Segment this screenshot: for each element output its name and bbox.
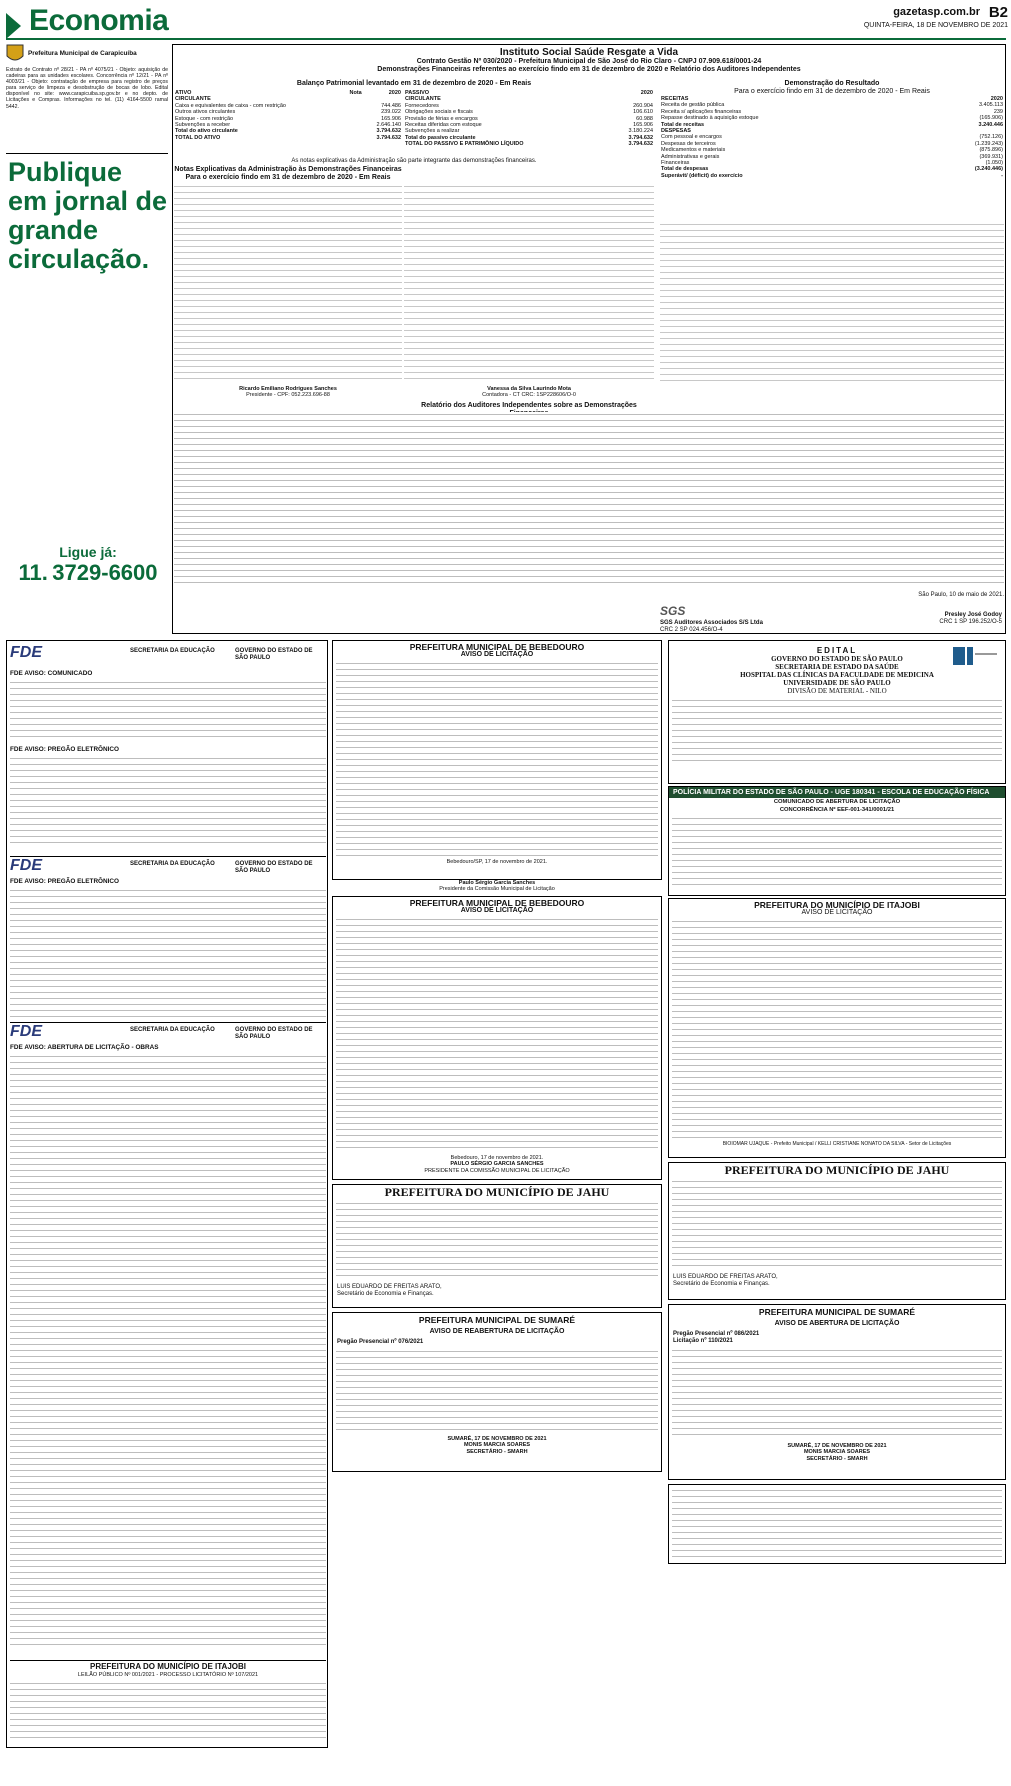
bebedouro-title: PREFEITURA MUNICIPAL DE BEBEDOURO [409,642,585,652]
passivo-value: 60.988 [636,115,653,122]
sumare2-text [672,1348,1002,1440]
ativo-row: Estoque - com restrição [175,115,234,122]
hc-univ: UNIVERSIDADE DE SÃO PAULO [783,679,891,687]
carapicuiba-text: Extrato de Contrato nº 28/21 - PA nº 4075/21 - Objeto: aquisição de cadeiras para as unidades escolares. Concorrência nº 12/21 - PA nº 4003/21 - Objeto: contratação de empresa para registro de preços para serviço de limpeza e desobstrução de bocas de lobo. Edital disponível no site: www.carapicuiba.sp.gov.br e no depto. de Licitações e Compras. Informações no tel. (11) 4164-5500 ramal 5442. [6,67,168,110]
notas-body-text [660,222,1004,382]
jahu-text [336,1201,658,1281]
godoy-crc: CRC 1 SP 196.252/O-5 [939,619,1002,625]
bebedouro-date: Bebedouro/SP, 17 de novembro de 2021. [446,859,548,865]
dr-row: Financeiras [661,160,690,167]
itajobi-notice-2 [668,898,1006,1158]
jahu-signer: LUIS EDUARDO DE FREITAS ARATO, [337,1284,442,1290]
phone-ad [8,544,168,594]
fde-aviso-3-text [10,888,326,1020]
sumare2-role: SECRETÁRIO - SMARH [806,1455,868,1462]
passivo-value: 3.180.224 [628,128,653,135]
ativo-row: Caixa e equivalentes de caixa - com restrição [175,102,286,109]
pm-aviso: COMUNICADO DE ABERTURA DE LICITAÇÃO [773,799,901,805]
fde-aviso-4: FDE AVISO: ABERTURA DE LICITAÇÃO - OBRAS [10,1044,159,1051]
pm-notice [668,786,1006,896]
year-head: 2020 [640,90,653,96]
chevron-right-icon [6,13,21,39]
section-title: Economia [29,4,169,37]
passivo-row: Receitas diferidas com estoque [405,122,482,129]
passivo-head: PASSIVO [405,90,430,96]
carapicuiba-title: Prefeitura Municipal de Carapicuíba [28,50,137,58]
sumare2-pregao: Pregão Presencial nº 086/2021 [673,1331,760,1337]
bebedouro2-title: PREFEITURA MUNICIPAL DE BEBEDOURO [409,898,585,908]
bebedouro2-aviso: AVISO DE LICITAÇÃO [460,907,534,914]
dr-row: DESPESAS [661,128,691,135]
balanco-title: Balanço Patrimonial levantado em 31 de dezembro de 2020 - Em Reais [296,80,532,87]
fde-header-2 [10,856,326,876]
ativo-row: Outros ativos circulantes [175,109,236,116]
fde-aviso-1: FDE AVISO: COMUNICADO [10,670,93,677]
passivo-value: 165.906 [633,122,653,129]
sumare2-aviso: AVISO DE ABERTURA DE LICITAÇÃO [774,1320,900,1327]
section-header [6,4,406,38]
bebedouro2-role: PRESIDENTE DA COMISSÃO MUNICIPAL DE LICITAÇÃO [424,1167,570,1174]
bebedouro-signer: Paulo Sérgio Garcia Sanches [458,880,536,886]
instituto-title: Instituto Social Saúde Resgate a Vida [499,47,679,58]
hc-hosp: HOSPITAL DAS CLÍNICAS DA FACULDADE DE MEDICINA [740,671,934,679]
ativo-value: 165.906 [381,115,401,122]
dr-row: Administrativas e gerais [661,153,720,160]
fde-gov: GOVERNO DO ESTADO DE SÃO PAULO [235,648,313,661]
coat-of-arms-icon [6,44,24,64]
bottom-small-notice-text [672,1488,1002,1562]
signer-left [174,386,402,400]
header-divider [6,38,1006,40]
passivo-row: Subvenções a realizar [405,128,460,135]
nota-head: Nota [349,90,362,96]
resultado-table [660,80,1004,220]
jahu2-role: Secretário de Economia e Finanças. [673,1281,770,1287]
passivo-table [404,90,654,156]
hc-logo-icon [953,645,999,667]
passivo-value: 3.794.632 [628,141,653,148]
city-date: São Paulo, 10 de maio de 2021. [918,592,1004,598]
passivo-value: 260.904 [633,102,653,109]
bebedouro-role: Presidente da Comissão Municipal de Licitação [439,886,555,893]
passivo-row: TOTAL DO PASSIVO E PATRIMÔNIO LÍQUIDO [405,141,524,148]
auditor-title: Relatório dos Auditores Independentes sobre as Demonstrações [421,402,637,409]
sumare2-lic: Licitação nº 110/2021 [673,1338,733,1344]
ativo-value: 2.646.140 [376,122,401,129]
dr-row: Receita s/ aplicações financeiras [661,108,742,115]
dr-row: Repasse destinado à aquisição estoque [661,115,759,122]
fde-tag: SECRETARIA DA EDUCAÇÃO [130,1027,215,1033]
fde-gov: GOVERNO DO ESTADO DE SÃO PAULO [235,1027,313,1040]
godoy-signature [892,612,1002,626]
issue-date: QUINTA-FEIRA, 18 DE NOVEMBRO DE 2021 [863,22,1008,29]
sumare-text [336,1349,658,1433]
pm-text [672,816,1002,888]
sgs-crc: CRC 2 SP 024.456/O-4 [660,627,723,633]
bebedouro-notice-1 [332,640,662,880]
carapicuiba-ad [6,44,168,154]
jahu-role: Secretário de Economia e Finanças. [337,1291,434,1297]
passivo-row: Fornecedores [405,102,439,109]
hc-div: DIVISÃO DE MATERIAL - NILO [787,687,887,695]
fde-aviso-1-text [10,680,326,738]
dr-value: (3.240.446) [974,166,1003,173]
dr-value: (875.896) [979,147,1003,154]
instituto-contract: Contrato Gestão Nº 030/2020 - Prefeitura Municipal de São José do Rio Claro - CNPJ 07.909.618/0001-24 [416,58,762,65]
instituto-demo: Demonstrações Financeiras referentes ao exercício findo em 31 de dezembro de 2020 e Relatório dos Auditores Independentes [377,66,801,73]
jahu-notice-1 [332,1184,662,1308]
ativo-head: ATIVO [175,90,192,96]
passivo-row: Total do passivo circulante [405,134,476,141]
bebedouro2-date: Bebedouro, 17 de novembro de 2021. [450,1155,544,1161]
bebedouro-text [336,661,658,857]
hc-sec: SECRETARIA DE ESTADO DA SAÚDE [775,663,899,671]
jahu2-text [672,1179,1002,1271]
sumare-notice-1 [332,1312,662,1472]
auditor-signatures [660,602,1004,633]
fde-header-3 [10,1022,326,1042]
notas-sub-text: Para o exercício findo em 31 de dezembro de 2020 - Em Reais [185,174,391,181]
hc-text [672,698,1002,762]
signer-left-name: Ricardo Emiliano Rodrigues Sanches [239,386,337,392]
dr-row: Total de receitas [661,121,704,128]
dr-row: Medicamentos e materiais [661,147,726,154]
bebedouro-notice-2 [332,896,662,1180]
dr-row: Receita de gestão pública [661,102,725,109]
hc-edital-label: EDITAL [816,646,858,655]
sumare2-date: SUMARÉ, 17 DE NOVEMBRO DE 2021 [787,1443,887,1449]
dr-title: Demonstração do Resultado [784,80,880,87]
signer-mid [404,386,654,400]
fde-aviso-2-text [10,756,326,848]
sumare-pregao: Pregão Presencial nº 076/2021 [337,1339,424,1345]
pm-banner: POLÍCIA MILITAR DO ESTADO DE SÃO PAULO - UGE 180341 - ESCOLA DE EDUCAÇÃO FÍSICA [669,787,1005,798]
fde-header [10,644,326,670]
year-head: 2020 [388,90,401,96]
ativo-value: 3.794.632 [376,134,401,141]
dr-row: Superávit/ (déficit) do exercício [661,172,743,179]
sumare-title: PREFEITURA MUNICIPAL DE SUMARÉ [418,1315,576,1325]
hc-edital [668,640,1006,784]
ativo-value: 239.022 [381,109,401,116]
itajobi-sub: LEILÃO PÚBLICO Nº 001/2021 - PROCESSO LICITATÓRIO Nº 107/2021 [77,1672,259,1678]
dr-value: 3.405.113 [978,102,1003,109]
itajobi2-signer: BIOIOMAR UJAQUE - Prefeito Municipal / KELLI CRISTIANE NONATO DA SILVA - Setor de Licitações [722,1141,952,1147]
jahu-title: PREFEITURA DO MUNICÍPIO DE JAHU [384,1185,610,1199]
sumare2-title: PREFEITURA MUNICIPAL DE SUMARÉ [758,1307,916,1317]
ligue-label: Ligue já: [59,544,117,560]
fde-gov: GOVERNO DO ESTADO DE SÃO PAULO [235,861,313,874]
fde-logo: FDE [10,1023,42,1040]
bottom-small-notice [668,1484,1006,1564]
signer-mid-name: Vanessa da Silva Laurindo Mota [487,386,571,392]
fde-logo: FDE [10,857,42,874]
dr-value: (752.126) [979,134,1003,141]
sumare-aviso: AVISO DE REABERTURA DE LICITAÇÃO [429,1328,565,1335]
jahu2-title: PREFEITURA DO MUNICÍPIO DE JAHU [724,1163,950,1177]
fde-logo: FDE [10,644,42,661]
signer-mid-role: Contadora - CT CRC: 1SP228606/O-0 [482,392,576,399]
dr-value: 239 [993,108,1003,115]
ativo-row: Total do ativo circulante [175,128,238,135]
dr-value: (165.906) [979,115,1003,122]
phone-number[interactable]: 3729-6600 [52,560,158,585]
itajobi-title: PREFEITURA DO MUNICÍPIO DE ITAJOBI [89,1662,246,1671]
notes-caption: As notas explicativas da Administração são parte integrante das demonstrações financeiras. [291,158,537,164]
itajobi2-aviso: AVISO DE LICITAÇÃO [801,909,873,916]
dr-row: Total de despesas [661,166,709,173]
fde-aviso-4-text [10,1054,326,1650]
dr-row: Despesas de terceiros [661,140,716,147]
fde-aviso-2: FDE AVISO: PREGÃO ELETRÔNICO [10,746,120,753]
sumare2-signer: MONIS MARCIA SOARES [803,1449,871,1456]
pm-ref: CONCORRÊNCIA Nº EEF-001-341/0001/21 [779,807,895,813]
sumare-signer: MONIS MARCIA SOARES [463,1442,531,1449]
auditor-report-text [174,412,1004,588]
promo-text: Publique em jornal de grande circulação. [8,157,168,274]
notas-title-text: Notas Explicativas da Administração às Demonstrações Financeiras [174,166,402,173]
ativo-value: 3.794.632 [376,128,401,135]
passivo-value: 3.794.632 [628,134,653,141]
passivo-row: Provisão de férias e encargos [405,115,478,122]
passivo-value: 106.610 [633,109,653,116]
ativo-table [174,90,402,156]
dr-value: (1.239.243) [974,140,1003,147]
dr-value: 2020 [990,96,1003,102]
notas-title [174,166,402,182]
itajobi2-text [672,919,1002,1139]
fde-tag: SECRETARIA DA EDUCAÇÃO [130,648,215,654]
sumare-role: SECRETÁRIO - SMARH [466,1448,528,1455]
dr-value: (1.050) [985,160,1003,167]
fde-tag: SECRETARIA DA EDUCAÇÃO [130,861,215,867]
bebedouro2-signer: PAULO SÉRGIO GARCIA SANCHES [450,1161,544,1168]
signer-left-role: Presidente - CPF: 052.223.696-88 [246,392,330,399]
sumare-date: SUMARÉ, 17 DE NOVEMBRO DE 2021 [447,1436,547,1442]
jahu2-signer: LUIS EDUARDO DE FREITAS ARATO, [673,1274,778,1280]
bebedouro-signature-1 [332,880,662,894]
sgs-logo: SGS [660,604,686,618]
itajobi2-title: PREFEITURA DO MUNICÍPIO DE ITAJOBI [754,900,920,910]
dr-row: Com pessoal e encargos [661,134,722,141]
dr-row: RECEITAS [661,96,689,102]
ativo-row: TOTAL DO ATIVO [175,134,221,141]
ativo-row: Subvenções a receber [175,122,231,129]
hc-gov: GOVERNO DO ESTADO DE SÃO PAULO [771,655,903,663]
sumare-notice-2 [668,1304,1006,1480]
dr-sub: Para o exercício findo em 31 de dezembro de 2020 - Em Reais [734,88,930,95]
page-number: B2 [988,4,1008,21]
phone-prefix: 11. [18,560,48,585]
notas-body-text [404,184,654,384]
itajobi-leilao [10,1660,326,1746]
passivo-row: Obrigações sociais e fiscais [405,109,473,116]
passivo-row: CIRCULANTE [405,96,441,103]
dr-value: 3.240.446 [978,121,1003,128]
fde-aviso-3: FDE AVISO: PREGÃO ELETRÔNICO [10,878,120,885]
ativo-value: 744.486 [381,102,401,109]
sgs-name: SGS Auditores Associados S/S Ltda [660,620,763,626]
notas-body-text [174,184,402,384]
site-name[interactable]: gazetasp.com.br [893,6,980,18]
bebedouro2-text [336,917,658,1153]
ativo-row: CIRCULANTE [175,96,211,103]
jahu-notice-2 [668,1162,1006,1300]
bebedouro-aviso: AVISO DE LICITAÇÃO [460,651,534,658]
dr-value: (369.931) [979,153,1003,160]
itajobi-text [10,1681,326,1741]
godoy-name: Presley José Godoy [944,612,1002,618]
dr-value: - [1001,172,1003,179]
